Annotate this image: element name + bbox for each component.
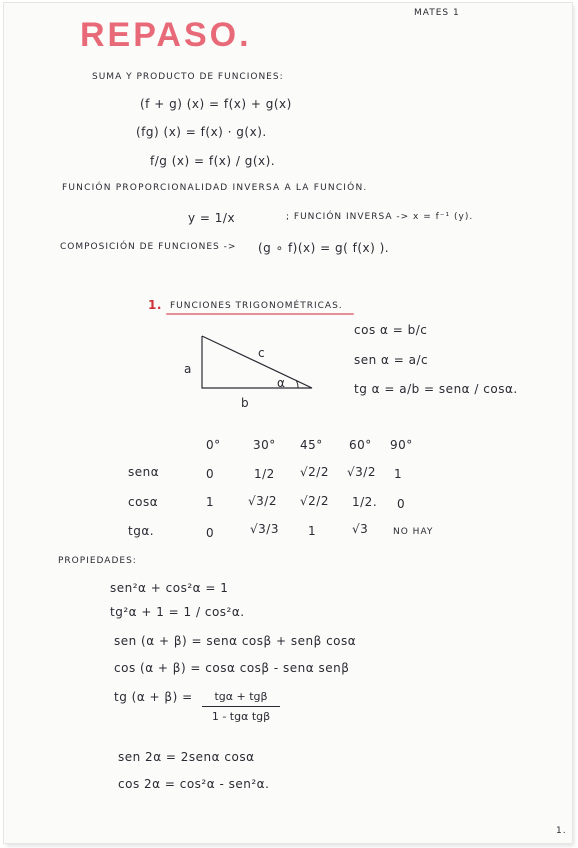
side-c-label: c <box>258 346 266 360</box>
fraction-denominator: 1 - tgα tgβ <box>211 710 271 723</box>
angle-header: 45° <box>300 438 323 452</box>
table-cell: 0 <box>397 497 406 511</box>
double-angle-cos: cos 2α = cos²α - sen²α. <box>118 777 270 791</box>
identity-5-lhs: tg (α + β) = <box>114 690 193 704</box>
table-cell: √2/2 <box>300 465 329 479</box>
page-title: REPASO. <box>80 16 252 54</box>
side-b-label: b <box>241 396 250 410</box>
product-formula: (fg) (x) = f(x) · g(x). <box>136 125 267 139</box>
table-cell: 1/2 <box>254 467 275 481</box>
trig-heading: FUNCIONES TRIGONOMÉTRICAS. <box>170 301 343 311</box>
right-triangle-diagram <box>180 330 320 400</box>
composition-equation: (g ∘ f)(x) = g( f(x) ). <box>258 241 390 255</box>
row-label: cosα <box>128 495 159 509</box>
row-label: senα <box>128 465 160 479</box>
angle-header: 90° <box>390 438 413 452</box>
double-angle-sen: sen 2α = 2senα cosα <box>118 750 255 764</box>
table-cell: 1 <box>206 495 215 509</box>
tg-definition: tg α = a/b = senα / cosα. <box>354 382 518 396</box>
inverse-function-text: ; FUNCIÓN INVERSA -> x = f⁻¹ (y). <box>286 212 474 222</box>
functions-heading: SUMA Y PRODUCTO DE FUNCIONES: <box>92 72 284 82</box>
page-number: 1. <box>556 826 567 836</box>
identity-3: sen (α + β) = senα cosβ + senβ cosα <box>114 634 357 648</box>
sen-definition: sen α = a/c <box>354 353 429 367</box>
inverse-heading: FUNCIÓN PROPORCIONALIDAD INVERSA A LA FUNCIÓN. <box>62 183 368 193</box>
notebook-page <box>4 3 572 843</box>
table-cell: √3/2 <box>347 465 376 479</box>
table-cell: √2/2 <box>300 494 329 508</box>
identity-2: tg²α + 1 = 1 / cos²α. <box>110 605 245 619</box>
identity-1: sen²α + cos²α = 1 <box>110 581 229 595</box>
table-cell: 1 <box>308 524 317 538</box>
row-label: tgα. <box>128 524 155 538</box>
quotient-formula: f/g (x) = f(x) / g(x). <box>150 154 276 168</box>
table-cell: √3 <box>352 522 369 536</box>
table-cell: NO HAY <box>393 527 434 537</box>
angle-alpha-label: α <box>277 376 286 390</box>
properties-heading: PROPIEDADES: <box>58 556 137 566</box>
fraction-numerator: tgα + tgβ <box>214 690 268 703</box>
table-cell: 0 <box>206 526 215 540</box>
heading-underline <box>166 313 354 315</box>
angle-header: 0° <box>206 438 221 452</box>
subject-label: MATES 1 <box>414 8 460 18</box>
section-number: 1. <box>148 298 162 312</box>
angle-header: 30° <box>253 438 276 452</box>
table-cell: 0 <box>206 467 215 481</box>
cos-definition: cos α = b/c <box>354 323 428 337</box>
table-cell: 1 <box>394 467 403 481</box>
inverse-equation: y = 1/x <box>188 211 236 225</box>
angle-header: 60° <box>349 438 372 452</box>
tan-sum-fraction <box>202 690 280 722</box>
table-cell: 1/2. <box>352 495 378 509</box>
fraction-bar <box>202 706 280 707</box>
table-cell: √3/2 <box>248 494 277 508</box>
sum-formula: (f + g) (x) = f(x) + g(x) <box>140 97 292 111</box>
side-a-label: a <box>184 362 192 376</box>
composition-heading: COMPOSICIÓN DE FUNCIONES -> <box>60 242 237 252</box>
table-cell: √3/3 <box>250 522 279 536</box>
identity-4: cos (α + β) = cosα cosβ - senα senβ <box>114 661 350 675</box>
